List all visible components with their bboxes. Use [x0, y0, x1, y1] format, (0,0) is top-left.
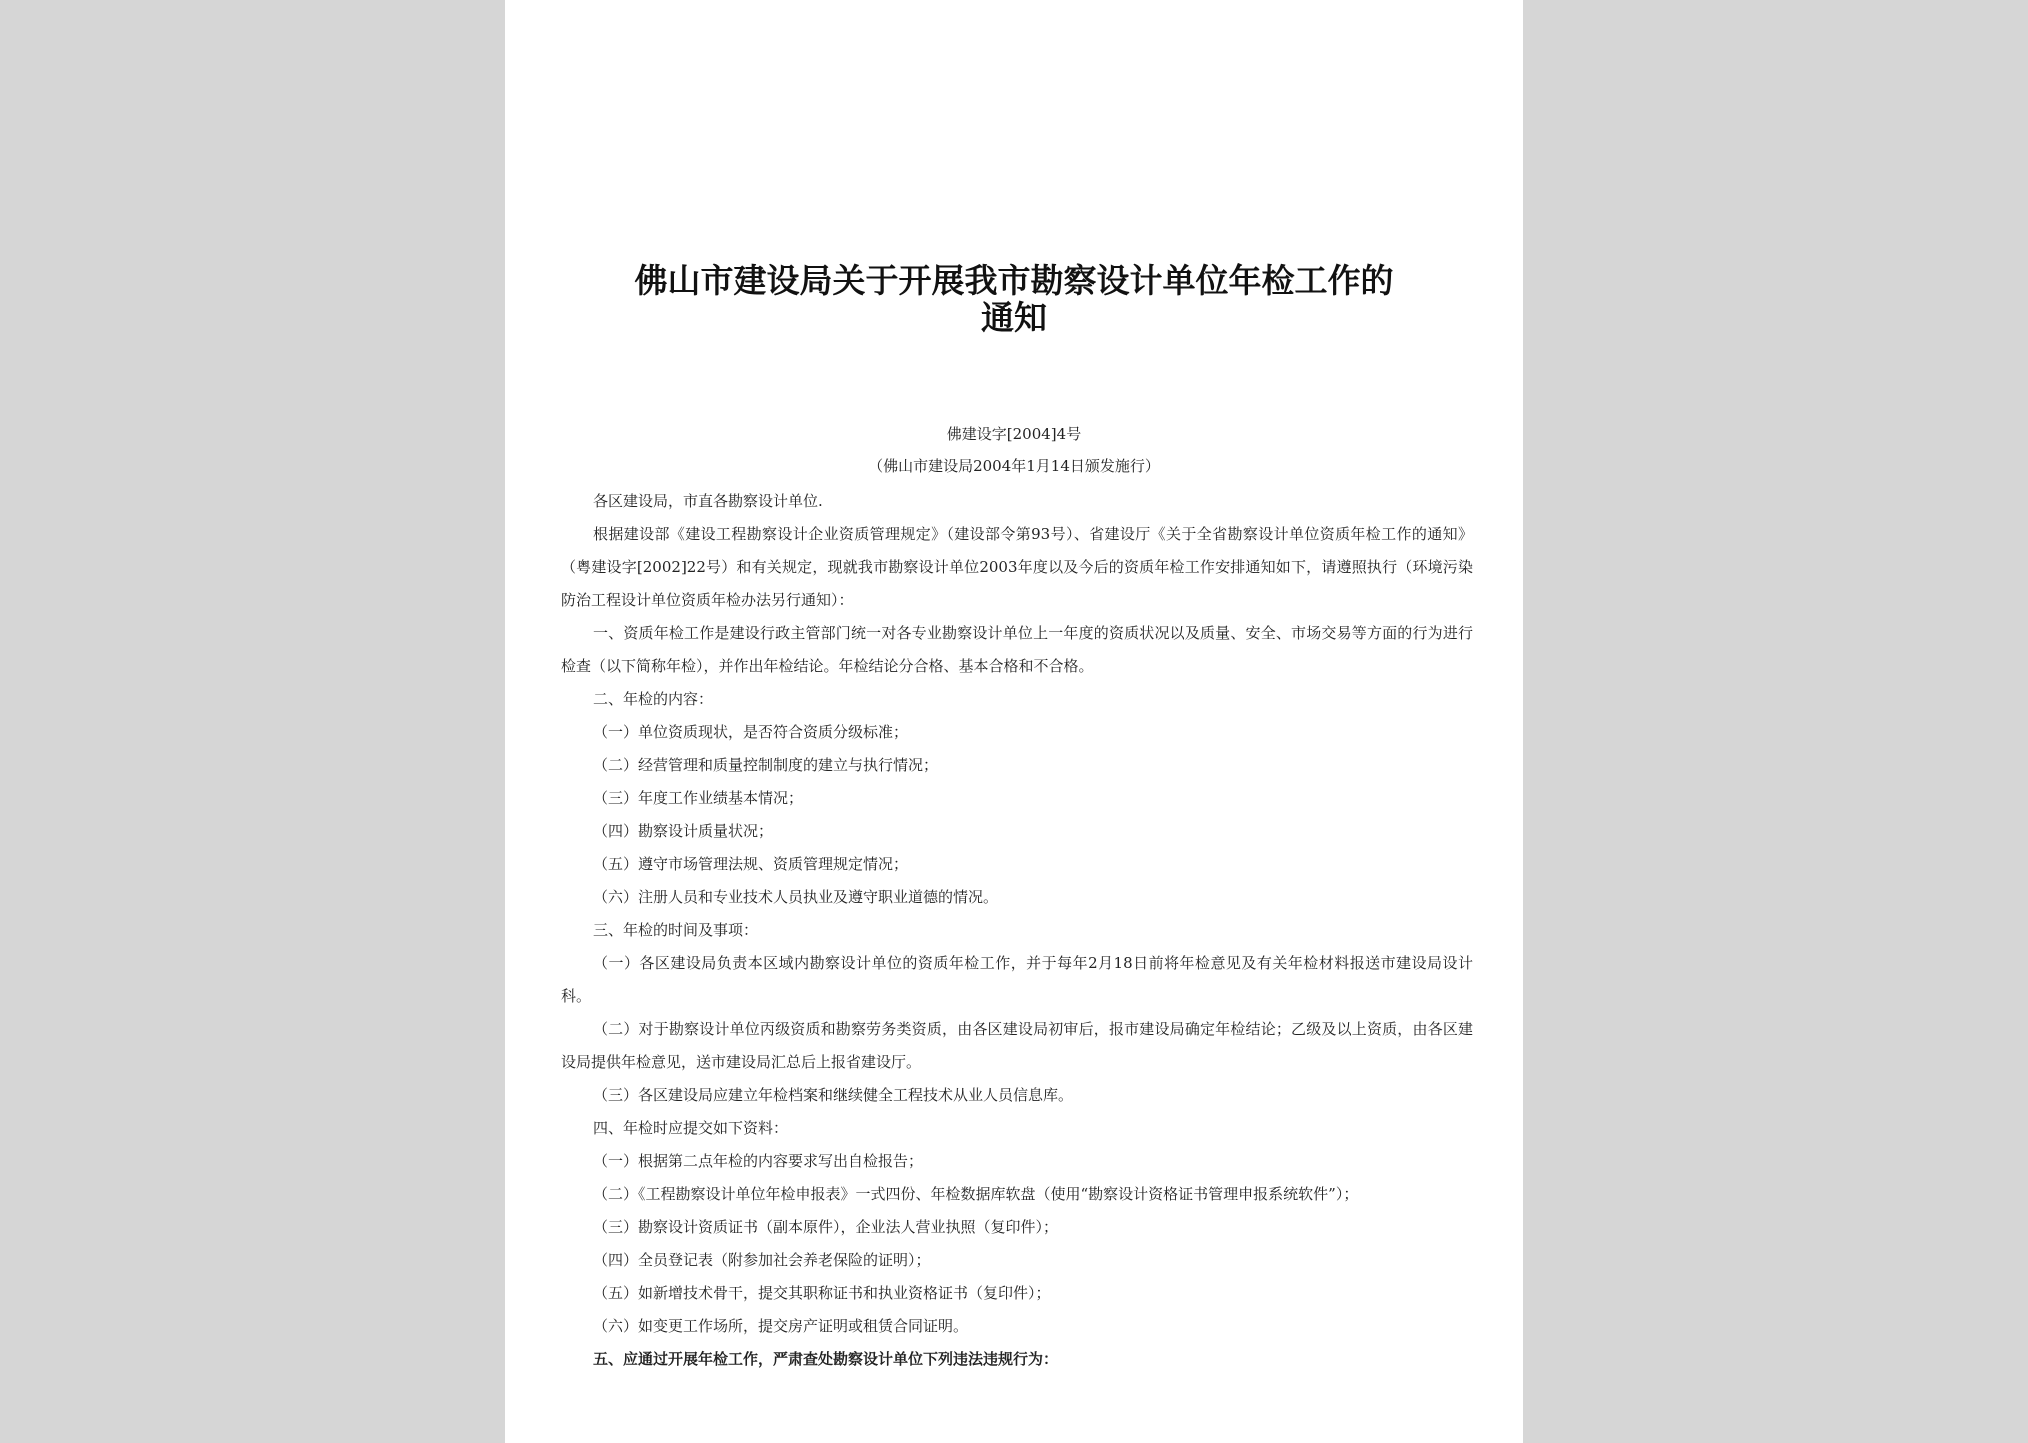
paragraph: （一）单位资质现状，是否符合资质分级标准； — [593, 723, 909, 741]
paragraph: （一）各区建设局负责本区域内勘察设计单位的资质年检工作，并于每年2月18日前将年检意见及有关年检材料报送市建设局设计科。 — [561, 954, 1473, 1005]
paragraph: （二）对于勘察设计单位丙级资质和勘察劳务类资质，由各区建设局初审后，报市建设局确定年检结论；乙级及以上资质，由各区建设局提供年检意见，送市建设局汇总后上报省建设厅。 — [561, 1020, 1473, 1071]
paragraph: （五）如新增技术骨干，提交其职称证书和执业资格证书（复印件）； — [593, 1284, 1051, 1302]
paragraph: （二）《工程勘察设计单位年检申报表》一式四份、年检数据库软盘（使用“勘察设计资格证书管理申报系统软件”）； — [593, 1185, 1359, 1203]
paragraph: 三、年检的时间及事项： — [593, 921, 759, 939]
paragraph: 四、年检时应提交如下资料： — [593, 1119, 789, 1137]
paragraph: （三）勘察设计资质证书（副本原件），企业法人营业执照（复印件）； — [593, 1218, 1059, 1236]
document-page — [505, 0, 1523, 1443]
title-line-2: 通知 — [981, 298, 1047, 337]
paragraph: 根据建设部《建设工程勘察设计企业资质管理规定》（建设部令第93号）、省建设厅《关于全省勘察设计单位资质年检工作的通知》（粤建设字[2002]22号）和有关规定，现就我市勘察设计单位2003年度以及今后的资质年检工作安排通知如下，请遵照执行（环境污染防治工程设计单位资质年检办法另行通知）： — [561, 525, 1473, 609]
paragraph: （三）年度工作业绩基本情况； — [593, 789, 804, 807]
document-number: 佛建设字[2004]4号 — [946, 425, 1082, 443]
paragraph: 各区建设局，市直各勘察设计单位. — [593, 492, 823, 510]
paragraph: （四）全员登记表（附参加社会养老保险的证明）； — [593, 1251, 931, 1269]
paragraph: （三）各区建设局应建立年检档案和继续健全工程技术从业人员信息库。 — [593, 1086, 1074, 1104]
issue-date-line: （佛山市建设局2004年1月14日颁发施行） — [868, 457, 1160, 475]
paragraph: （一）根据第二点年检的内容要求写出自检报告； — [593, 1152, 924, 1170]
document-title — [505, 262, 1523, 336]
paragraph: （二）经营管理和质量控制制度的建立与执行情况； — [593, 756, 939, 774]
paragraph: （六）如变更工作场所，提交房产证明或租赁合同证明。 — [593, 1317, 969, 1335]
paragraph: （四）勘察设计质量状况； — [593, 822, 774, 840]
paragraph: （六）注册人员和专业技术人员执业及遵守职业道德的情况。 — [593, 888, 999, 906]
paragraph: 二、年检的内容： — [593, 690, 714, 708]
paragraph: （五）遵守市场管理法规、资质管理规定情况； — [593, 855, 909, 873]
title-line-1: 佛山市建设局关于开展我市勘察设计单位年检工作的 — [634, 261, 1394, 300]
paragraph: 五、应通过开展年检工作，严肃查处勘察设计单位下列违法违规行为： — [593, 1350, 1059, 1368]
paragraph: 一、资质年检工作是建设行政主管部门统一对各专业勘察设计单位上一年度的资质状况以及质量、安全、市场交易等方面的行为进行检查（以下简称年检），并作出年检结论。年检结论分合格、基本合格和不合格。 — [561, 624, 1473, 675]
document-body — [561, 485, 1473, 1376]
